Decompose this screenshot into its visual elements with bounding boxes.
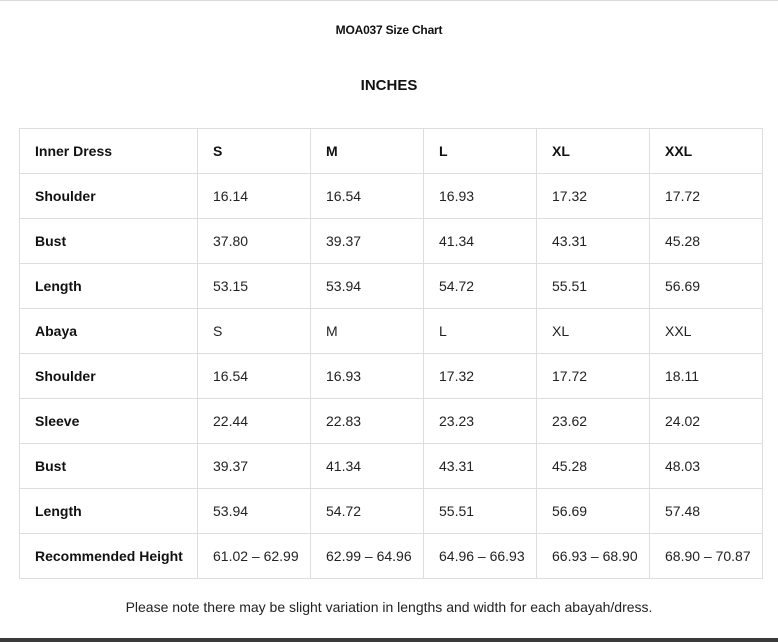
page-title: MOA037 Size Chart <box>335 23 443 37</box>
table-cell: 16.54 <box>198 354 311 399</box>
table-cell: 68.90 – 70.87 <box>650 534 763 579</box>
table-row <box>20 174 763 219</box>
row-label: Shoulder <box>20 354 198 399</box>
table-cell: M <box>311 309 424 354</box>
row-label: Abaya <box>20 309 198 354</box>
table-cell: 56.69 <box>537 489 650 534</box>
table-cell: 18.11 <box>650 354 763 399</box>
table-cell: 45.28 <box>650 219 763 264</box>
table-cell: 41.34 <box>311 444 424 489</box>
table-row <box>20 489 763 534</box>
size-chart-table <box>19 128 763 579</box>
table-cell: 23.62 <box>537 399 650 444</box>
size-header-cell: L <box>424 129 537 174</box>
table-cell: 45.28 <box>537 444 650 489</box>
size-header-cell: XXL <box>650 129 763 174</box>
table-row <box>20 534 763 579</box>
table-row <box>20 444 763 489</box>
row-label: Inner Dress <box>20 129 198 174</box>
table-cell: 54.72 <box>424 264 537 309</box>
table-header-row <box>20 129 763 174</box>
size-header-cell: XL <box>537 129 650 174</box>
row-label: Shoulder <box>20 174 198 219</box>
unit-heading: INCHES <box>360 77 418 94</box>
size-header-cell: M <box>311 129 424 174</box>
table-cell: 17.32 <box>537 174 650 219</box>
row-label: Bust <box>20 444 198 489</box>
table-cell: 55.51 <box>424 489 537 534</box>
footer-note: Please note there may be slight variation in lengths and width for each abayah/dress. <box>125 599 653 615</box>
table-cell: 22.44 <box>198 399 311 444</box>
table-cell: 55.51 <box>537 264 650 309</box>
bottom-divider <box>0 638 778 642</box>
table-cell: 43.31 <box>424 444 537 489</box>
table-cell: XL <box>537 309 650 354</box>
row-label: Sleeve <box>20 399 198 444</box>
table-cell: 66.93 – 68.90 <box>537 534 650 579</box>
row-label: Bust <box>20 219 198 264</box>
table-cell: 54.72 <box>311 489 424 534</box>
table-row <box>20 309 763 354</box>
table-cell: 16.54 <box>311 174 424 219</box>
table-cell: 61.02 – 62.99 <box>198 534 311 579</box>
table-cell: 24.02 <box>650 399 763 444</box>
row-label: Recommended Height <box>20 534 198 579</box>
table-cell: 53.94 <box>311 264 424 309</box>
table-cell: 16.14 <box>198 174 311 219</box>
table-cell: 57.48 <box>650 489 763 534</box>
table-cell: 17.72 <box>650 174 763 219</box>
table-cell: 56.69 <box>650 264 763 309</box>
table-cell: 16.93 <box>424 174 537 219</box>
table-cell: 39.37 <box>311 219 424 264</box>
top-divider <box>0 0 778 1</box>
table-cell: 39.37 <box>198 444 311 489</box>
table-cell: 41.34 <box>424 219 537 264</box>
table-cell: 53.15 <box>198 264 311 309</box>
row-label: Length <box>20 264 198 309</box>
table-cell: S <box>198 309 311 354</box>
table-row <box>20 264 763 309</box>
table-cell: 64.96 – 66.93 <box>424 534 537 579</box>
table-cell: 43.31 <box>537 219 650 264</box>
table-cell: 53.94 <box>198 489 311 534</box>
table-cell: 48.03 <box>650 444 763 489</box>
row-label: Length <box>20 489 198 534</box>
table-cell: 62.99 – 64.96 <box>311 534 424 579</box>
table-cell: 17.72 <box>537 354 650 399</box>
table-cell: 17.32 <box>424 354 537 399</box>
table-cell: 16.93 <box>311 354 424 399</box>
table-cell: L <box>424 309 537 354</box>
table-cell: XXL <box>650 309 763 354</box>
table-cell: 23.23 <box>424 399 537 444</box>
table-row <box>20 354 763 399</box>
size-header-cell: S <box>198 129 311 174</box>
table-row <box>20 219 763 264</box>
table-cell: 22.83 <box>311 399 424 444</box>
table-row <box>20 399 763 444</box>
table-cell: 37.80 <box>198 219 311 264</box>
